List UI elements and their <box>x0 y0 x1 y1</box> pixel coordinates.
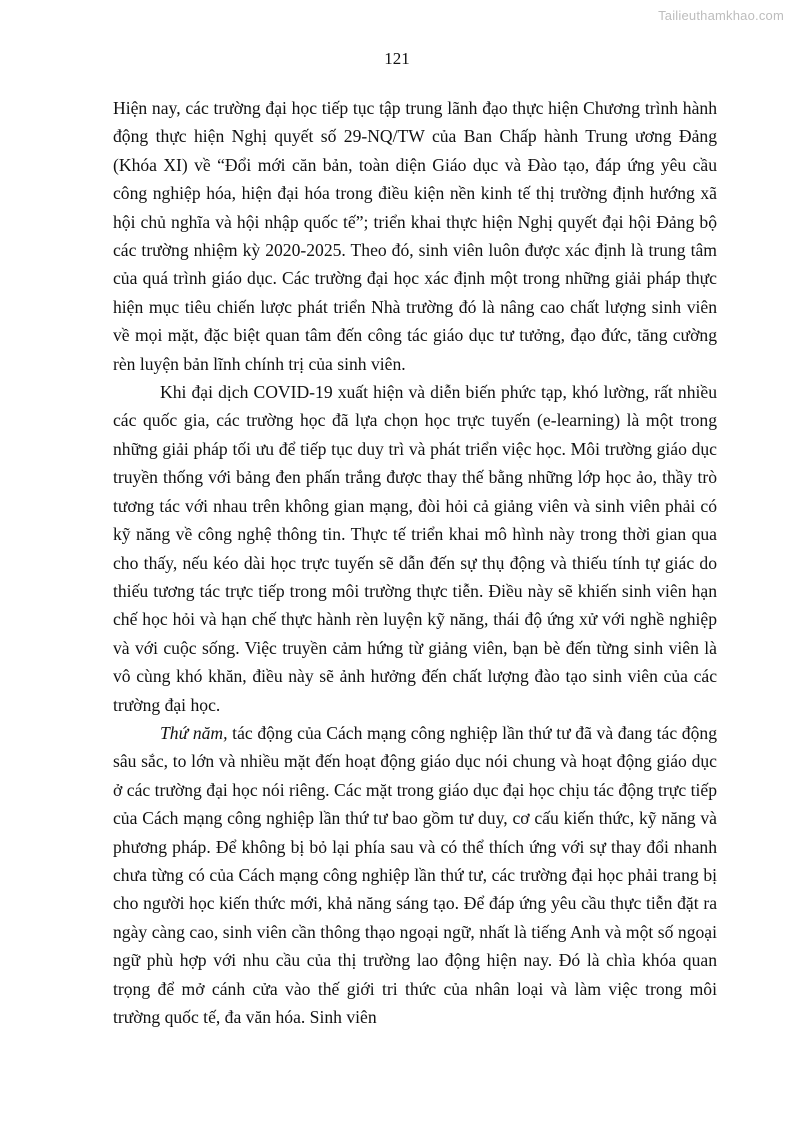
paragraph-1 <box>113 94 717 378</box>
page-number: 121 <box>384 49 410 68</box>
paragraph-2 <box>113 378 717 719</box>
body-text <box>113 94 717 1031</box>
paragraph-3 <box>113 719 717 1031</box>
paragraph-3-text: tác động của Cách mạng công nghiệp lần thứ tư đã và đang tác động sâu sắc, to lớn và nhiều mặt đến hoạt động giáo dục nói chung và hoạt động giáo dục ở các trường đại học nói riêng. Các mặt trong giáo dục đại học chịu tác động trực tiếp của Cách mạng công nghiệp lần thứ tư bao gồm tư duy, cơ cấu kiến thức, kỹ năng và phương pháp. Để không bị bỏ lại phía sau và có thể thích ứng với sự thay đổi nhanh chưa từng có của Cách mạng công nghiệp lần thứ tư, các trường đại học phải trang bị cho người học kiến thức mới, khả năng sáng tạo. Để đáp ứng yêu cầu thực tiễn đặt ra ngày càng cao, sinh viên cần thông thạo ngoại ngữ, nhất là tiếng Anh và một số ngoại ngữ phù hợp với nhu cầu của thị trường lao động hiện nay. Đó là chìa khóa quan trọng để mở cánh cửa vào thế giới tri thức của nhân loại và làm việc trong môi trường quốc tế, đa văn hóa. Sinh viên <box>113 722 717 1027</box>
paragraph-2-text: Khi đại dịch COVID-19 xuất hiện và diễn biến phức tạp, khó lường, rất nhiều các quốc gia, các trường học đã lựa chọn học trực tuyến (e-learning) là một trong những giải pháp tối ưu để tiếp tục duy trì và phát triển việc học. Môi trường giáo dục truyền thống với bảng đen phấn trắng được thay thế bằng những lớp học ảo, thầy trò tương tác với nhau trên không gian mạng, đòi hỏi cả giảng viên và sinh viên phải có kỹ năng về công nghệ thông tin. Thực tế triển khai mô hình này trong thời gian qua cho thấy, nếu kéo dài học trực tuyến sẽ dẫn đến sự thụ động và thiếu tính tự giác do thiếu tương tác trực tiếp trong môi trường thực tiễn. Điều này sẽ khiến sinh viên hạn chế học hỏi và hạn chế thực hành rèn luyện kỹ năng, thái độ ứng xử với nghề nghiệp và với cuộc sống. Việc truyền cảm hứng từ giảng viên, bạn bè đến từng sinh viên là vô cùng khó khăn, điều này sẽ ảnh hưởng đến chất lượng đào tạo sinh viên của các trường đại học. <box>113 382 717 715</box>
watermark: Tailieuthamkhao.com <box>658 8 784 23</box>
paragraph-1-text: Hiện nay, các trường đại học tiếp tục tập trung lãnh đạo thực hiện Chương trình hành động thực hiện Nghị quyết số 29-NQ/TW của Ban Chấp hành Trung ương Đảng (Khóa XI) về “Đổi mới căn bản, toàn diện Giáo dục và Đào tạo, đáp ứng yêu cầu công nghiệp hóa, hiện đại hóa trong điều kiện nền kinh tế thị trường định hướng xã hội chủ nghĩa và hội nhập quốc tế”; triển khai thực hiện Nghị quyết đại hội Đảng bộ các trường nhiệm kỳ 2020-2025. Theo đó, sinh viên luôn được xác định là trung tâm của quá trình giáo dục. Các trường đại học xác định một trong những giải pháp thực hiện mục tiêu chiến lược phát triển Nhà trường đó là nâng cao chất lượng sinh viên về mọi mặt, đặc biệt quan tâm đến công tác giáo dục tư tưởng, đạo đức, tăng cường rèn luyện bản lĩnh chính trị của sinh viên. <box>113 98 717 374</box>
paragraph-3-lead-italic: Thứ năm, <box>160 722 228 743</box>
